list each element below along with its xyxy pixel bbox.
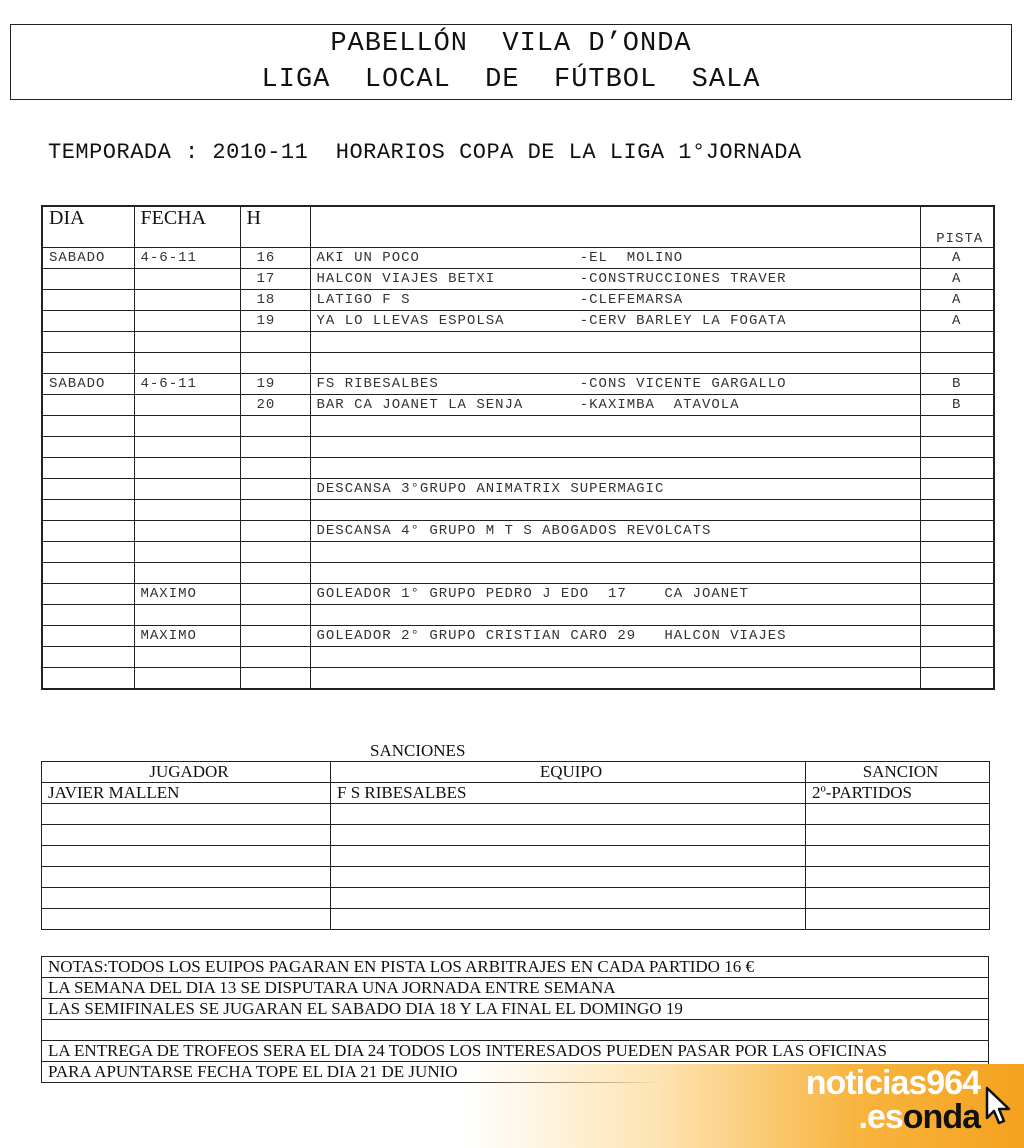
schedule-cell-partido [310,437,920,458]
schedule-cell-dia [42,332,134,353]
schedule-row [42,668,994,690]
schedule-cell-h [240,416,310,437]
schedule-header-row [42,206,994,248]
sanction-cell-sancion: 2º-PARTIDOS [806,783,990,804]
schedule-cell-pista: A [920,290,994,311]
note-row [42,1020,989,1041]
note-text: LAS SEMIFINALES SE JUGARAN EL SABADO DIA 18 Y LA FINAL EL DOMINGO 19 [42,999,989,1020]
schedule-row [42,416,994,437]
schedule-cell-fecha: 4-6-11 [134,248,240,269]
sanction-cell-sancion [806,804,990,825]
col-header-h: H [240,206,310,248]
schedule-cell-h [240,479,310,500]
schedule-row [42,521,994,542]
schedule-cell-dia [42,668,134,690]
sanction-row [42,888,990,909]
schedule-cell-partido: LATIGO F S -CLEFEMARSA [310,290,920,311]
schedule-row [42,437,994,458]
schedule-cell-fecha [134,395,240,416]
schedule-cell-fecha [134,353,240,374]
sanctions-title: SANCIONES [370,741,466,760]
schedule-cell-fecha: MAXIMO [134,626,240,647]
schedule-cell-fecha [134,332,240,353]
sanction-row [42,783,990,804]
schedule-cell-dia [42,437,134,458]
schedule-cell-partido: DESCANSA 3°GRUPO ANIMATRIX SUPERMAGIC [310,479,920,500]
brand-logo [806,1066,980,1134]
schedule-cell-partido: BAR CA JOANET LA SENJA -KAXIMBA ATAVOLA [310,395,920,416]
schedule-cell-h: 19 [240,311,310,332]
schedule-cell-pista [920,605,994,626]
schedule-cell-dia: SABADO [42,248,134,269]
schedule-cell-pista: B [920,374,994,395]
season-heading: TEMPORADA : 2010-11 HORARIOS COPA DE LA LIGA 1°JORNADA [48,140,802,165]
schedule-cell-fecha [134,311,240,332]
schedule-cell-pista [920,542,994,563]
title-box [10,24,1012,100]
note-text: LA ENTREGA DE TROFEOS SERA EL DIA 24 TODOS LOS INTERESADOS PUEDEN PASAR POR LAS OFICINAS [42,1041,989,1062]
schedule-cell-pista [920,668,994,690]
schedule-cell-dia [42,395,134,416]
col-header-jugador: JUGADOR [42,762,331,783]
schedule-cell-partido [310,500,920,521]
schedule-cell-h [240,437,310,458]
sanction-cell-jugador: JAVIER MALLEN [42,783,331,804]
sanction-cell-equipo [331,888,806,909]
schedule-cell-h [240,521,310,542]
sanction-cell-equipo [331,804,806,825]
schedule-cell-pista [920,437,994,458]
schedule-row [42,395,994,416]
schedule-row [42,374,994,395]
schedule-cell-fecha [134,647,240,668]
schedule-cell-partido [310,353,920,374]
sanction-cell-sancion [806,846,990,867]
schedule-cell-partido [310,416,920,437]
schedule-cell-h [240,332,310,353]
schedule-cell-pista [920,626,994,647]
schedule-cell-fecha [134,500,240,521]
schedule-cell-pista [920,458,994,479]
title-line-2: LIGA LOCAL DE FÚTBOL SALA [261,65,761,95]
sanction-row [42,804,990,825]
schedule-cell-h [240,458,310,479]
note-row [42,999,989,1020]
note-text: NOTAS:TODOS LOS EUIPOS PAGARAN EN PISTA LOS ARBITRAJES EN CADA PARTIDO 16 € [42,957,989,978]
note-text: PARA APUNTARSE FECHA TOPE EL DIA 21 DE JUNIO [42,1062,989,1083]
schedule-cell-h: 16 [240,248,310,269]
schedule-cell-dia: SABADO [42,374,134,395]
schedule-cell-pista: A [920,248,994,269]
col-header-dia: DIA [42,206,134,248]
sanction-cell-jugador [42,888,331,909]
schedule-cell-pista [920,332,994,353]
brand-logo-line1: noticias964 [805,1064,980,1102]
schedule-cell-dia [42,269,134,290]
sanction-cell-sancion [806,867,990,888]
schedule-cell-fecha [134,458,240,479]
schedule-cell-fecha [134,668,240,690]
sanction-row [42,909,990,930]
sanction-cell-sancion [806,909,990,930]
schedule-cell-partido [310,563,920,584]
schedule-cell-h [240,605,310,626]
cursor-arrow-icon [984,1086,1014,1126]
sanction-cell-equipo [331,909,806,930]
schedule-cell-h [240,647,310,668]
schedule-cell-h [240,584,310,605]
schedule-cell-pista [920,416,994,437]
schedule-cell-fecha [134,269,240,290]
schedule-cell-partido: DESCANSA 4° GRUPO M T S ABOGADOS REVOLCATS [310,521,920,542]
schedule-cell-fecha [134,290,240,311]
schedule-row [42,542,994,563]
col-header-sancion: SANCION [806,762,990,783]
schedule-cell-fecha [134,605,240,626]
schedule-cell-partido [310,647,920,668]
col-header-pista: PISTA [920,206,994,248]
schedule-cell-fecha [134,542,240,563]
schedule-cell-dia [42,353,134,374]
sanction-cell-equipo: F S RIBESALBES [331,783,806,804]
schedule-cell-fecha: 4-6-11 [134,374,240,395]
schedule-cell-fecha: MAXIMO [134,584,240,605]
schedule-row [42,605,994,626]
schedule-cell-partido: HALCON VIAJES BETXI -CONSTRUCCIONES TRAVER [310,269,920,290]
sanction-row [42,867,990,888]
schedule-cell-pista [920,353,994,374]
schedule-cell-h: 19 [240,374,310,395]
schedule-cell-partido: FS RIBESALBES -CONS VICENTE GARGALLO [310,374,920,395]
schedule-cell-dia [42,458,134,479]
schedule-cell-partido [310,458,920,479]
col-header-fecha: FECHA [134,206,240,248]
schedule-cell-dia [42,626,134,647]
schedule-cell-dia [42,290,134,311]
brand-logo-onda: onda [902,1098,980,1136]
sanction-cell-equipo [331,846,806,867]
schedule-cell-h: 20 [240,395,310,416]
schedule-cell-partido: GOLEADOR 2° GRUPO CRISTIAN CARO 29 HALCON VIAJES [310,626,920,647]
schedule-cell-fecha [134,563,240,584]
brand-banner [464,1064,1024,1148]
schedule-cell-h [240,353,310,374]
schedule-row [42,626,994,647]
title-line-1: PABELLÓN VILA D’ONDA [330,29,692,59]
schedule-cell-partido: AKI UN POCO -EL MOLINO [310,248,920,269]
schedule-cell-fecha [134,521,240,542]
schedule-row [42,563,994,584]
sanction-row [42,846,990,867]
sanction-cell-jugador [42,804,331,825]
schedule-cell-h [240,668,310,690]
schedule-cell-pista [920,521,994,542]
note-row [42,1041,989,1062]
note-row [42,957,989,978]
schedule-row [42,458,994,479]
sanction-cell-sancion [806,825,990,846]
sanction-cell-jugador [42,846,331,867]
schedule-cell-partido: GOLEADOR 1° GRUPO PEDRO J EDO 17 CA JOANET [310,584,920,605]
brand-logo-domain: .es [858,1098,903,1136]
schedule-cell-h [240,563,310,584]
sanction-cell-equipo [331,867,806,888]
schedule-cell-pista [920,479,994,500]
note-row [42,978,989,999]
schedule-cell-pista: A [920,269,994,290]
schedule-cell-pista [920,647,994,668]
schedule-row [42,500,994,521]
schedule-row [42,584,994,605]
schedule-cell-h [240,626,310,647]
schedule-cell-fecha [134,437,240,458]
schedule-cell-dia [42,416,134,437]
schedule-cell-dia [42,647,134,668]
schedule-row [42,647,994,668]
sanction-cell-jugador [42,867,331,888]
schedule-cell-partido [310,542,920,563]
sanction-cell-jugador [42,825,331,846]
schedule-row [42,290,994,311]
schedule-row [42,353,994,374]
schedule-cell-fecha [134,479,240,500]
sanction-row [42,825,990,846]
sanction-cell-equipo [331,825,806,846]
schedule-cell-dia [42,542,134,563]
schedule-cell-dia [42,521,134,542]
schedule-cell-dia [42,500,134,521]
brand-logo-line2 [806,1100,980,1134]
col-header-partido [310,206,920,248]
col-header-equipo: EQUIPO [331,762,806,783]
sanction-cell-jugador [42,909,331,930]
schedule-cell-partido [310,605,920,626]
schedule-cell-h: 18 [240,290,310,311]
schedule-cell-dia [42,584,134,605]
schedule-cell-h [240,542,310,563]
schedule-cell-fecha [134,416,240,437]
schedule-row [42,311,994,332]
schedule-row [42,479,994,500]
sanction-cell-sancion [806,888,990,909]
schedule-cell-partido: YA LO LLEVAS ESPOLSA -CERV BARLEY LA FOGATA [310,311,920,332]
schedule-cell-dia [42,479,134,500]
sanctions-table [41,761,990,930]
schedule-row [42,332,994,353]
schedule-table [41,205,995,690]
schedule-cell-dia [42,311,134,332]
schedule-row [42,269,994,290]
schedule-cell-h: 17 [240,269,310,290]
schedule-cell-pista [920,500,994,521]
schedule-cell-pista: A [920,311,994,332]
schedule-cell-pista [920,563,994,584]
schedule-cell-pista [920,584,994,605]
schedule-cell-dia [42,563,134,584]
schedule-row [42,248,994,269]
schedule-cell-dia [42,605,134,626]
note-text: LA SEMANA DEL DIA 13 SE DISPUTARA UNA JORNADA ENTRE SEMANA [42,978,989,999]
schedule-cell-pista: B [920,395,994,416]
schedule-cell-partido [310,332,920,353]
note-text [42,1020,989,1041]
schedule-cell-h [240,500,310,521]
schedule-cell-partido [310,668,920,690]
sanctions-header-row [42,762,990,783]
